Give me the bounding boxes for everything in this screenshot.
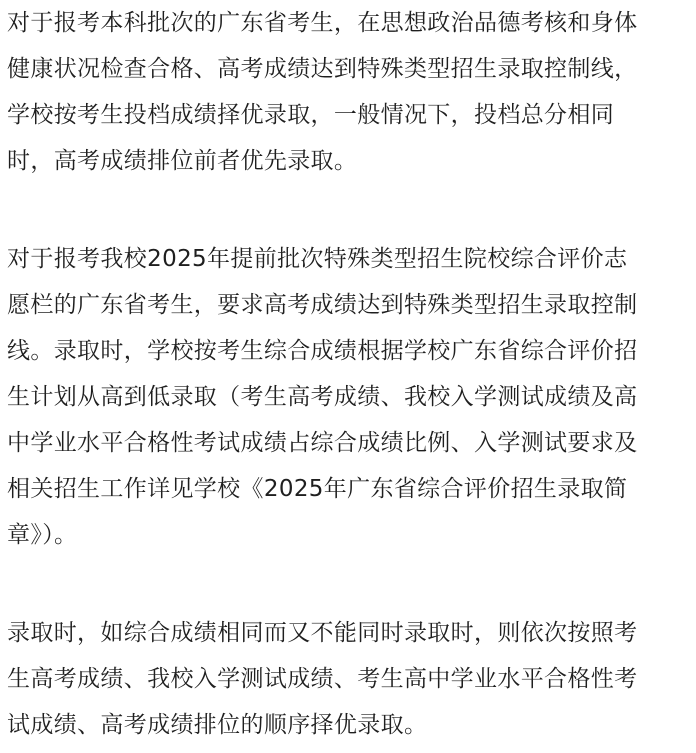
text-line: 章》）。 [7, 522, 78, 548]
text-line: 对于报考本科批次的广东省考生，在思想政治品德考核和身体 [7, 10, 638, 36]
paragraph-comprehensive-evaluation [7, 236, 693, 558]
text-line: 健康状况检查合格、高考成绩达到特殊类型招生录取控制线， [7, 56, 638, 82]
text-line: 生高考成绩、我校入学测试成绩、考生高中学业水平合格性考 [7, 666, 638, 692]
paragraph-undergraduate-admission [7, 0, 693, 184]
text-line: 录取时，如综合成绩相同而又不能同时录取时，则依次按照考 [7, 620, 638, 646]
paragraph-tie-break-rules [7, 610, 693, 748]
text-line: 时，高考成绩排位前者优先录取。 [7, 148, 358, 174]
text-line: 对于报考我校2025年提前批次特殊类型招生院校综合评价志 [7, 246, 628, 272]
text-line: 生计划从高到低录取（考生高考成绩、我校入学测试成绩及高 [7, 384, 638, 410]
text-line: 相关招生工作详见学校《2025年广东省综合评价招生录取简 [7, 476, 628, 502]
article-body [7, 0, 693, 748]
text-line: 愿栏的广东省考生，要求高考成绩达到特殊类型招生录取控制 [7, 292, 638, 318]
text-line: 试成绩、高考成绩排位的顺序择优录取。 [7, 712, 428, 738]
text-line: 线。录取时，学校按考生综合成绩根据学校广东省综合评价招 [7, 338, 638, 364]
text-line: 中学业水平合格性考试成绩占综合成绩比例、入学测试要求及 [7, 430, 638, 456]
text-line: 学校按考生投档成绩择优录取，一般情况下，投档总分相同 [7, 102, 615, 128]
